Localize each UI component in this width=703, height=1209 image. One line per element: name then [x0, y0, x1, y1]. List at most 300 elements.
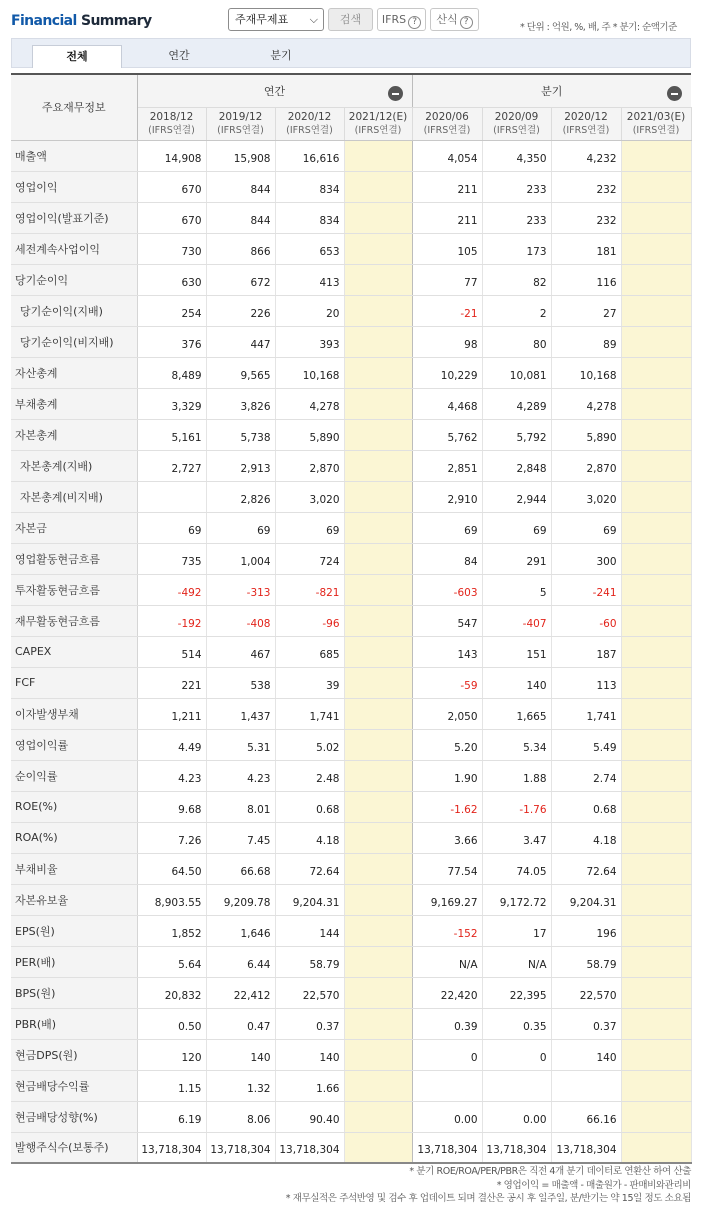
value-cell: 9.68 [137, 791, 206, 822]
value-cell: 181 [551, 233, 621, 264]
estimate-cell [344, 884, 412, 915]
row-label[interactable]: 자본금 [11, 512, 137, 543]
value-cell: 105 [412, 233, 482, 264]
value-cell: N/A [412, 946, 482, 977]
value-cell: -21 [412, 295, 482, 326]
value-cell: 16,616 [275, 140, 344, 171]
row-label[interactable]: 영업활동현금흐름 [11, 543, 137, 574]
value-cell: 8,489 [137, 357, 206, 388]
value-cell: 140 [275, 1039, 344, 1070]
value-cell: 5,792 [482, 419, 551, 450]
value-cell: -1.62 [412, 791, 482, 822]
period-date: 2021/03(E) [626, 110, 686, 123]
estimate-cell [344, 171, 412, 202]
row-label[interactable]: PER(배) [11, 946, 137, 977]
value-cell: 4,278 [551, 388, 621, 419]
value-cell: 84 [412, 543, 482, 574]
value-cell: 3.66 [412, 822, 482, 853]
estimate-cell [344, 946, 412, 977]
value-cell: 5,738 [206, 419, 275, 450]
estimate-cell [621, 1132, 691, 1163]
value-cell: 467 [206, 636, 275, 667]
row-label[interactable]: 자본총계(비지배) [11, 481, 137, 512]
value-cell: 1,437 [206, 698, 275, 729]
estimate-cell [344, 853, 412, 884]
value-cell: 0.47 [206, 1008, 275, 1039]
estimate-cell [621, 481, 691, 512]
period-basis: (IFRS연결) [354, 124, 402, 136]
row-label[interactable]: FCF [11, 667, 137, 698]
row-label[interactable]: BPS(원) [11, 977, 137, 1008]
row-label[interactable]: ROA(%) [11, 822, 137, 853]
value-cell [551, 1070, 621, 1101]
table-row [11, 760, 691, 791]
estimate-cell [344, 574, 412, 605]
estimate-cell [621, 450, 691, 481]
period-header [412, 107, 482, 140]
statement-type-select[interactable]: 주재무제표 ⌵ [228, 8, 324, 31]
value-cell: 6.44 [206, 946, 275, 977]
table-row [11, 512, 691, 543]
value-cell: 116 [551, 264, 621, 295]
value-cell: 140 [206, 1039, 275, 1070]
value-cell: 2,910 [412, 481, 482, 512]
value-cell: -60 [551, 605, 621, 636]
estimate-cell [621, 1039, 691, 1070]
collapse-quarter-icon[interactable] [667, 86, 682, 101]
estimate-cell [621, 140, 691, 171]
value-cell: 7.26 [137, 822, 206, 853]
value-cell: 2,870 [275, 450, 344, 481]
value-cell: 69 [482, 512, 551, 543]
table-row [11, 202, 691, 233]
value-cell: 685 [275, 636, 344, 667]
value-cell: 538 [206, 667, 275, 698]
value-cell: 5.64 [137, 946, 206, 977]
value-cell: 13,718,304 [206, 1132, 275, 1163]
value-cell: 69 [206, 512, 275, 543]
estimate-cell [344, 1039, 412, 1070]
table-row [11, 822, 691, 853]
tab-bar [11, 38, 691, 68]
value-cell: 6.19 [137, 1101, 206, 1132]
value-cell: 17 [482, 915, 551, 946]
footnote: * 영업이익 = 매출액 - 매출원가 - 판매비와관리비 [496, 1179, 691, 1191]
value-cell: 22,570 [551, 977, 621, 1008]
table-row [11, 636, 691, 667]
value-cell: 22,570 [275, 977, 344, 1008]
estimate-cell [344, 915, 412, 946]
value-cell: 2,870 [551, 450, 621, 481]
row-label[interactable]: 당기순이익 [11, 264, 137, 295]
row-label[interactable]: 이자발생부채 [11, 698, 137, 729]
estimate-cell [344, 667, 412, 698]
value-cell: 9,204.31 [275, 884, 344, 915]
value-cell: 90.40 [275, 1101, 344, 1132]
value-cell: 13,718,304 [412, 1132, 482, 1163]
value-cell: 724 [275, 543, 344, 574]
table-row [11, 419, 691, 450]
estimate-cell [344, 698, 412, 729]
value-cell: 9,209.78 [206, 884, 275, 915]
value-cell: 0.50 [137, 1008, 206, 1039]
estimate-cell [621, 915, 691, 946]
row-label[interactable]: 재무활동현금흐름 [11, 605, 137, 636]
row-label[interactable]: 자본총계 [11, 419, 137, 450]
tab-quarterly[interactable]: 분기 [270, 49, 292, 62]
value-cell: 58.79 [551, 946, 621, 977]
value-cell: 670 [137, 202, 206, 233]
period-header [206, 107, 275, 140]
value-cell: 20,832 [137, 977, 206, 1008]
row-label[interactable]: 영업이익 [11, 171, 137, 202]
value-cell: 1,665 [482, 698, 551, 729]
value-cell [412, 1070, 482, 1101]
estimate-cell [621, 977, 691, 1008]
value-cell: 4.49 [137, 729, 206, 760]
row-label[interactable]: 영업이익률 [11, 729, 137, 760]
value-cell: 9,565 [206, 357, 275, 388]
chevron-down-icon: ⌵ [309, 13, 318, 26]
value-cell: 8,903.55 [137, 884, 206, 915]
collapse-annual-icon[interactable] [388, 86, 403, 101]
table-row [11, 264, 691, 295]
period-date: 2020/09 [494, 110, 539, 123]
value-cell: 0.37 [551, 1008, 621, 1039]
estimate-cell [621, 295, 691, 326]
row-label[interactable]: EPS(원) [11, 915, 137, 946]
table-row [11, 1008, 691, 1039]
value-cell: 393 [275, 326, 344, 357]
estimate-cell [621, 233, 691, 264]
row-label[interactable]: 현금배당성향(%) [11, 1101, 137, 1132]
value-cell: 13,718,304 [275, 1132, 344, 1163]
value-cell: 77 [412, 264, 482, 295]
estimate-cell [621, 326, 691, 357]
row-label[interactable]: 당기순이익(비지배) [11, 326, 137, 357]
table-row [11, 357, 691, 388]
value-cell: 39 [275, 667, 344, 698]
value-cell: 113 [551, 667, 621, 698]
estimate-cell [621, 636, 691, 667]
value-cell: 3,020 [551, 481, 621, 512]
value-cell: 5.49 [551, 729, 621, 760]
value-cell: 1,741 [275, 698, 344, 729]
value-cell: 2,727 [137, 450, 206, 481]
value-cell: 5,762 [412, 419, 482, 450]
estimate-cell [344, 1101, 412, 1132]
value-cell: 834 [275, 171, 344, 202]
table-row [11, 977, 691, 1008]
estimate-cell [344, 388, 412, 419]
value-cell: 5.31 [206, 729, 275, 760]
value-cell: 233 [482, 171, 551, 202]
row-label[interactable]: CAPEX [11, 636, 137, 667]
value-cell: -152 [412, 915, 482, 946]
value-cell: 0 [482, 1039, 551, 1070]
search-button[interactable]: 검색 [328, 8, 373, 31]
value-cell: 730 [137, 233, 206, 264]
period-basis: (IFRS연결) [217, 124, 264, 136]
period-header [482, 107, 551, 140]
estimate-cell [344, 481, 412, 512]
value-cell: 866 [206, 233, 275, 264]
value-cell: 27 [551, 295, 621, 326]
value-cell: -241 [551, 574, 621, 605]
value-cell: 64.50 [137, 853, 206, 884]
value-cell: 0.35 [482, 1008, 551, 1039]
value-cell: 3.47 [482, 822, 551, 853]
tab-annual[interactable]: 연간 [168, 49, 190, 62]
estimate-cell [344, 760, 412, 791]
estimate-cell [621, 667, 691, 698]
table-row [11, 791, 691, 822]
value-cell: -59 [412, 667, 482, 698]
value-cell: 15,908 [206, 140, 275, 171]
estimate-cell [344, 543, 412, 574]
value-cell: 211 [412, 202, 482, 233]
footnote: * 분기 ROE/ROA/PER/PBR은 직전 4개 분기 데이터로 연환산 하여 산출 [409, 1166, 691, 1177]
quarter-group-header: 분기 [412, 74, 691, 107]
table-row [11, 915, 691, 946]
value-cell: 5.20 [412, 729, 482, 760]
row-label[interactable]: 당기순이익(지배) [11, 295, 137, 326]
value-cell: 144 [275, 915, 344, 946]
value-cell: 143 [412, 636, 482, 667]
row-label[interactable]: 현금DPS(원) [11, 1039, 137, 1070]
value-cell: 4,468 [412, 388, 482, 419]
row-label[interactable]: 세전계속사업이익 [11, 233, 137, 264]
value-cell: 0.00 [482, 1101, 551, 1132]
estimate-cell [344, 295, 412, 326]
value-cell: 5.34 [482, 729, 551, 760]
period-basis: (IFRS연결) [632, 124, 680, 136]
value-cell: 69 [551, 512, 621, 543]
row-label[interactable]: 자본유보율 [11, 884, 137, 915]
value-cell: 5,890 [551, 419, 621, 450]
value-cell: 196 [551, 915, 621, 946]
value-cell: 2,826 [206, 481, 275, 512]
value-cell: -96 [275, 605, 344, 636]
ifrs-help-button[interactable]: IFRS ? [377, 8, 426, 31]
estimate-cell [621, 202, 691, 233]
value-cell: 13,718,304 [137, 1132, 206, 1163]
period-header [275, 107, 344, 140]
value-cell: 4,289 [482, 388, 551, 419]
value-cell: 8.01 [206, 791, 275, 822]
annual-group-header: 연간 [137, 74, 412, 107]
value-cell: 10,168 [275, 357, 344, 388]
table-row [11, 853, 691, 884]
row-label[interactable]: 영업이익(발표기준) [11, 202, 137, 233]
row-label[interactable]: 부채비율 [11, 853, 137, 884]
value-cell: 4.23 [137, 760, 206, 791]
value-cell: 140 [482, 667, 551, 698]
value-cell: 9,172.72 [482, 884, 551, 915]
tab-all[interactable]: 전체 [32, 45, 122, 68]
row-label[interactable]: 매출액 [11, 140, 137, 171]
table-row [11, 543, 691, 574]
estimate-cell [344, 357, 412, 388]
value-cell: 80 [482, 326, 551, 357]
estimate-cell [621, 729, 691, 760]
value-cell: 1,646 [206, 915, 275, 946]
estimate-cell [621, 419, 691, 450]
row-label[interactable]: 자산총계 [11, 357, 137, 388]
estimate-cell [344, 605, 412, 636]
value-cell: 8.06 [206, 1101, 275, 1132]
value-cell: 0.00 [412, 1101, 482, 1132]
value-cell: 376 [137, 326, 206, 357]
table-row [11, 884, 691, 915]
table-row [11, 1070, 691, 1101]
value-cell: 1.32 [206, 1070, 275, 1101]
table-row [11, 1039, 691, 1070]
table-row [11, 481, 691, 512]
row-label[interactable]: PBR(배) [11, 1008, 137, 1039]
corner-label: 주요재무정보 [11, 74, 137, 140]
value-cell: 221 [137, 667, 206, 698]
value-cell: 4,232 [551, 140, 621, 171]
value-cell: -313 [206, 574, 275, 605]
value-cell: 447 [206, 326, 275, 357]
value-cell: 69 [412, 512, 482, 543]
value-cell: 10,168 [551, 357, 621, 388]
value-cell: 69 [275, 512, 344, 543]
help-icon: ? [460, 16, 473, 29]
value-cell: 2.74 [551, 760, 621, 791]
period-header [621, 107, 691, 140]
page-title: Financial Summary [11, 13, 152, 29]
estimate-cell [344, 202, 412, 233]
unit-note: * 단위 : 억원, %, 배, 주 * 분기: 순액기준 [520, 22, 677, 33]
value-cell: 672 [206, 264, 275, 295]
estimate-cell [344, 264, 412, 295]
value-cell: 670 [137, 171, 206, 202]
value-cell: 2,913 [206, 450, 275, 481]
value-cell: 9,169.27 [412, 884, 482, 915]
value-cell: 3,826 [206, 388, 275, 419]
formula-help-button[interactable]: 산식 ? [430, 8, 479, 31]
value-cell: 844 [206, 171, 275, 202]
estimate-cell [344, 822, 412, 853]
value-cell: 0.39 [412, 1008, 482, 1039]
row-label[interactable]: 자본총계(지배) [11, 450, 137, 481]
value-cell: 834 [275, 202, 344, 233]
value-cell: 735 [137, 543, 206, 574]
value-cell: 547 [412, 605, 482, 636]
value-cell: 22,395 [482, 977, 551, 1008]
value-cell: 22,420 [412, 977, 482, 1008]
help-icon: ? [408, 16, 421, 29]
period-header [551, 107, 621, 140]
row-label[interactable]: 부채총계 [11, 388, 137, 419]
table-row [11, 946, 691, 977]
period-date: 2020/06 [425, 110, 469, 123]
estimate-cell [344, 450, 412, 481]
header [0, 0, 703, 40]
value-cell: 66.16 [551, 1101, 621, 1132]
table-row [11, 171, 691, 202]
value-cell: 5,890 [275, 419, 344, 450]
estimate-cell [621, 605, 691, 636]
estimate-cell [621, 574, 691, 605]
table-row [11, 605, 691, 636]
estimate-cell [621, 388, 691, 419]
value-cell: 4,054 [412, 140, 482, 171]
value-cell: 0 [412, 1039, 482, 1070]
value-cell: 120 [137, 1039, 206, 1070]
value-cell: 844 [206, 202, 275, 233]
value-cell: 13,718,304 [482, 1132, 551, 1163]
row-label[interactable]: 현금배당수익률 [11, 1070, 137, 1101]
value-cell: 5 [482, 574, 551, 605]
value-cell: 9,204.31 [551, 884, 621, 915]
value-cell: 254 [137, 295, 206, 326]
estimate-cell [344, 1132, 412, 1163]
value-cell: 226 [206, 295, 275, 326]
period-date: 2020/12 [287, 110, 332, 123]
period-date: 2021/12(E) [348, 110, 408, 123]
value-cell: 3,020 [275, 481, 344, 512]
row-label[interactable]: ROE(%) [11, 791, 137, 822]
estimate-cell [621, 1101, 691, 1132]
value-cell: 653 [275, 233, 344, 264]
value-cell: 5.02 [275, 729, 344, 760]
estimate-cell [621, 264, 691, 295]
table-row [11, 326, 691, 357]
value-cell: 140 [551, 1039, 621, 1070]
row-label[interactable]: 발행주식수(보통주) [11, 1132, 137, 1163]
value-cell: 66.68 [206, 853, 275, 884]
estimate-cell [621, 1008, 691, 1039]
table-row [11, 450, 691, 481]
estimate-cell [621, 853, 691, 884]
value-cell: 58.79 [275, 946, 344, 977]
estimate-cell [344, 419, 412, 450]
value-cell: 1.90 [412, 760, 482, 791]
value-cell: 232 [551, 171, 621, 202]
value-cell: 10,081 [482, 357, 551, 388]
value-cell: 10,229 [412, 357, 482, 388]
value-cell: 2 [482, 295, 551, 326]
estimate-cell [621, 512, 691, 543]
value-cell: 2,848 [482, 450, 551, 481]
table-row [11, 388, 691, 419]
period-basis: (IFRS연결) [562, 124, 610, 136]
estimate-cell [344, 977, 412, 1008]
value-cell: 2,944 [482, 481, 551, 512]
value-cell: 151 [482, 636, 551, 667]
value-cell: 630 [137, 264, 206, 295]
row-label[interactable]: 순이익률 [11, 760, 137, 791]
estimate-cell [621, 1070, 691, 1101]
value-cell: 0.37 [275, 1008, 344, 1039]
value-cell: 0.68 [551, 791, 621, 822]
value-cell: -407 [482, 605, 551, 636]
value-cell: -492 [137, 574, 206, 605]
estimate-cell [344, 636, 412, 667]
value-cell: 13,718,304 [551, 1132, 621, 1163]
value-cell: 2.48 [275, 760, 344, 791]
value-cell: -192 [137, 605, 206, 636]
table-row [11, 140, 691, 171]
row-label[interactable]: 투자활동현금흐름 [11, 574, 137, 605]
value-cell: 1.66 [275, 1070, 344, 1101]
period-header [137, 107, 206, 140]
value-cell: 72.64 [551, 853, 621, 884]
table-row [11, 1132, 691, 1163]
